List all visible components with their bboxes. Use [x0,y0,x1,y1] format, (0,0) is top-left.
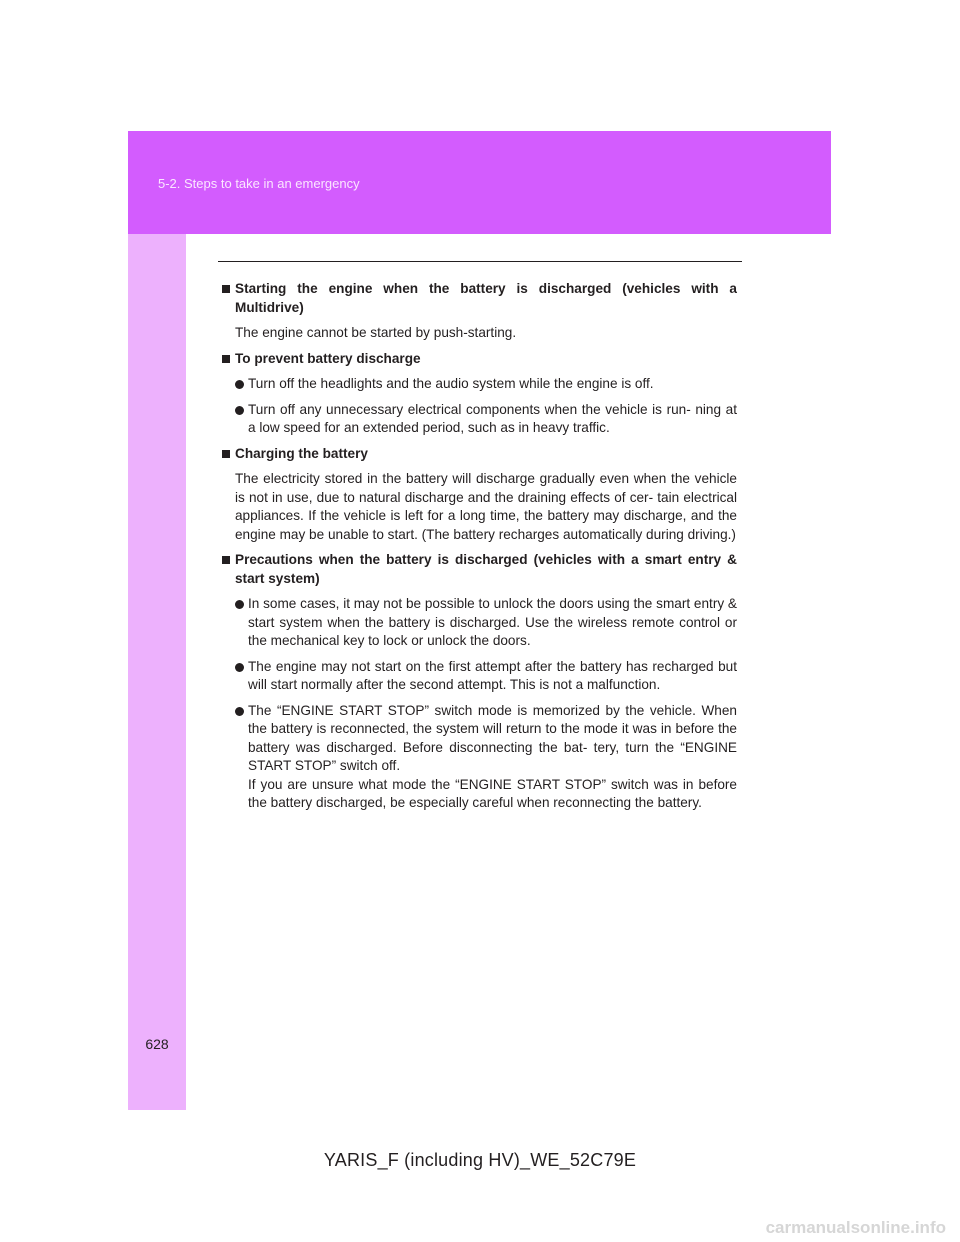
list-item [235,401,737,438]
document-code: YARIS_F (including HV)_WE_52C79E [323,1150,637,1170]
square-bullet-icon [218,280,235,317]
section-title: 5-2. Steps to take in an emergency [158,176,360,191]
side-strip [128,234,186,1110]
round-bullet-icon [235,401,248,438]
watermark: carmanualsonline.info [765,1218,946,1237]
list-item-text: In some cases, it may not be possible to unlock the doors using the smart entry & start system when the battery is discharged. Use the wireless remote control or the mechanical key to lock or unlock the doors. [248,596,737,648]
list-item-text-main: The “ENGINE START STOP” switch mode is memorized by the vehicle. When the battery is reconnected, the system will return to the mode it was in before the battery was discharged. Before disconnecting the bat- tery, turn the “ENGINE START STOP” switch off. [248,702,737,773]
square-bullet-icon [218,445,235,464]
list-item-continuation: If you are unsure what mode the “ENGINE START STOP” switch was in before the battery discharged, be especially careful when reconnecting the battery. [248,776,737,810]
round-bullet-icon [235,702,248,813]
round-bullet-icon [235,595,248,651]
topic-title: Starting the engine when the battery is discharged (vehicles with a Multidrive) [235,281,737,315]
main-content [218,280,737,820]
list-item-text: The engine may not start on the first attempt after the battery has recharged but will start normally after the second attempt. This is not a malfunction. [248,658,737,692]
topic-title: To prevent battery discharge [235,350,421,366]
round-bullet-icon [235,658,248,695]
round-bullet-icon [235,375,248,394]
paragraph: The engine cannot be started by push-starting. [235,325,517,340]
list-item [235,595,737,651]
topic-title: Charging the battery [235,445,368,461]
header-band [128,131,831,234]
list-item [235,658,737,695]
topic-heading [218,280,737,317]
topic-title: Precautions when the battery is discharged (vehicles with a smart entry & start system) [235,552,737,586]
square-bullet-icon [218,551,235,588]
topic-heading [218,350,737,369]
paragraph: The electricity stored in the battery will discharge gradually even when the vehicle is not in use, due to natural discharge and the draining effects of cer- tain electrical appliances. If the vehicle is left for a long time, the battery may discharge, and the engine may be unable to start. (The battery recharges automatically during driving.) [235,471,737,542]
page-number: 628 [145,1036,169,1052]
topic-heading [218,551,737,588]
top-rule [218,261,742,262]
list-item-text: Turn off the headlights and the audio system while the engine is off. [248,376,654,391]
topic-heading [218,445,737,464]
list-item-text: Turn off any unnecessary electrical components when the vehicle is run- ning at a low speed for an extended period, such as in heavy traffic. [248,401,737,435]
list-item [235,702,737,813]
list-item-text [248,702,737,813]
square-bullet-icon [218,350,235,369]
list-item [235,375,737,394]
